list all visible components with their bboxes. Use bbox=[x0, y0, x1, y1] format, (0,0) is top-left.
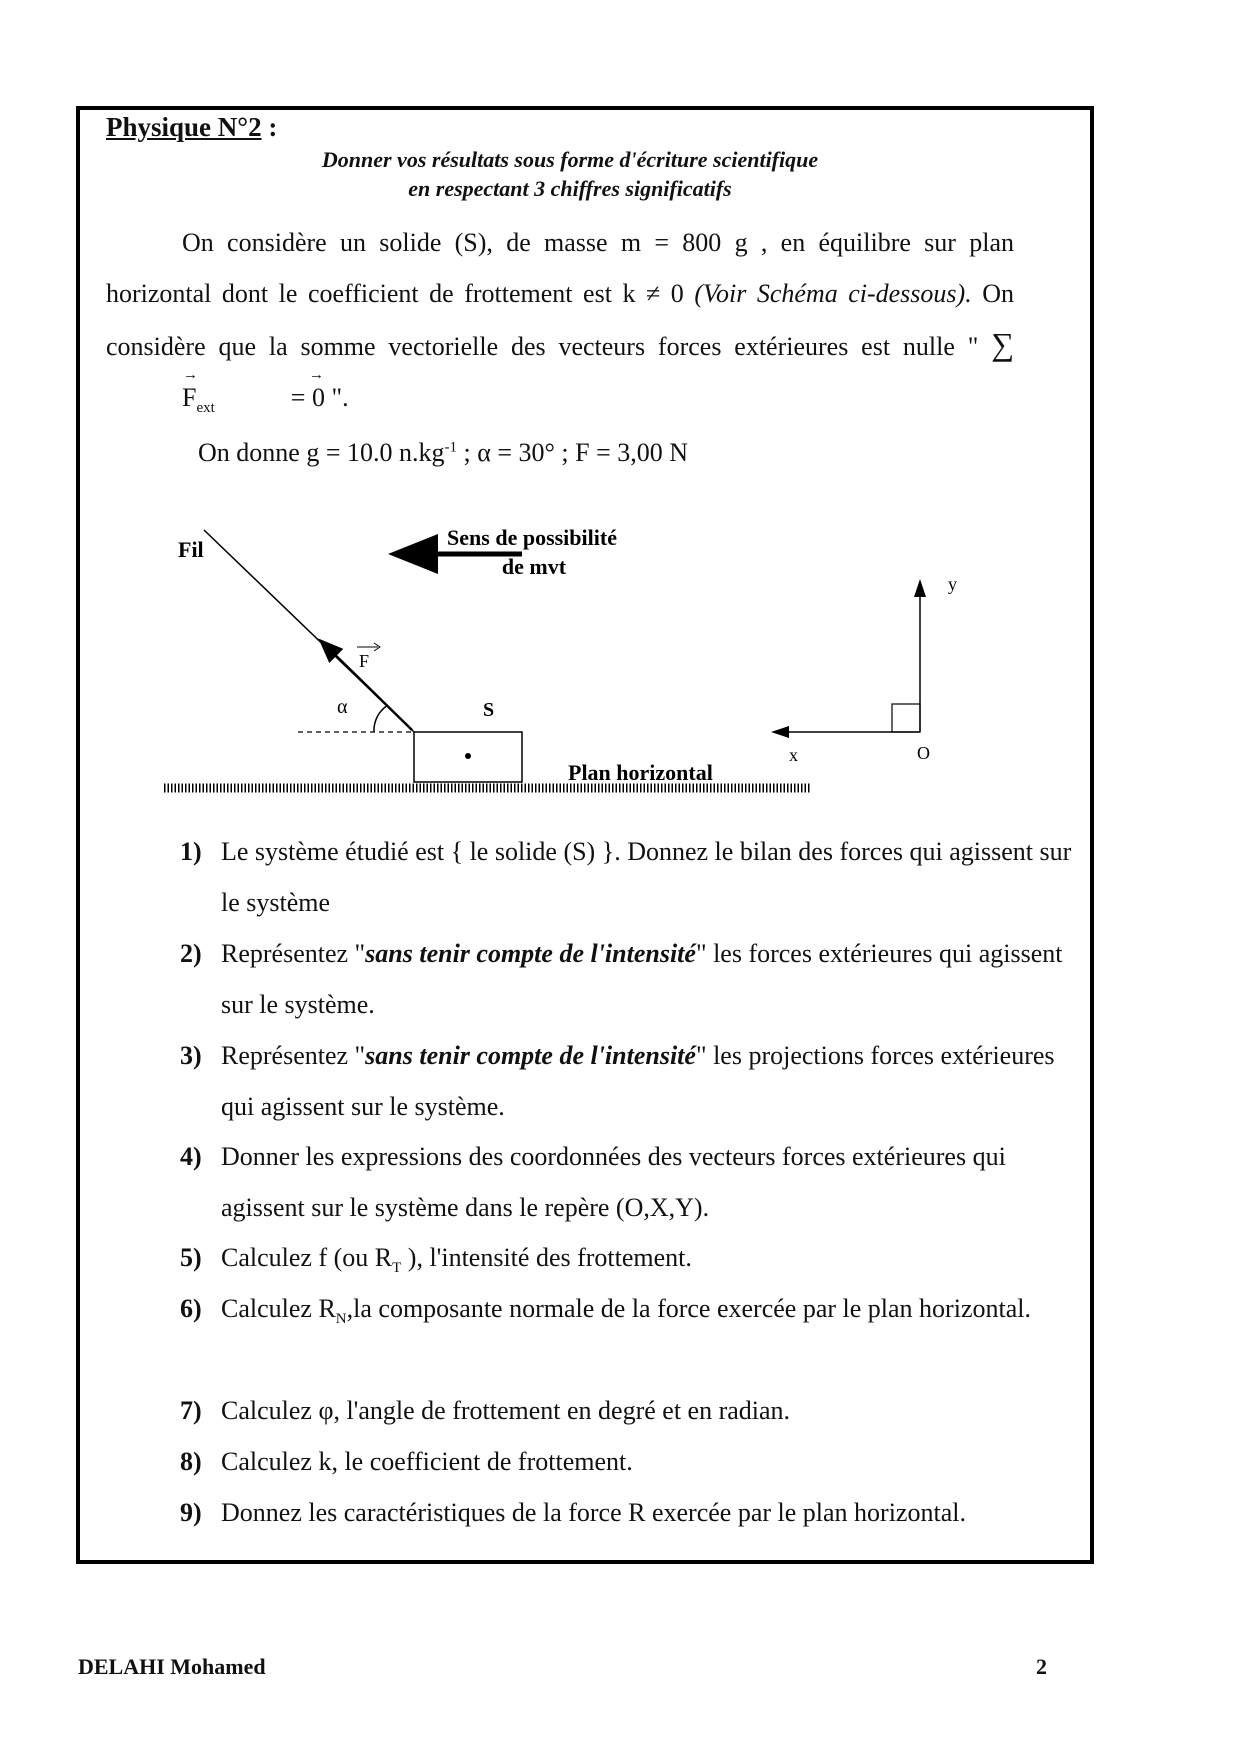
footer-page-number: 2 bbox=[1036, 1654, 1047, 1679]
origin-label: O bbox=[917, 743, 930, 763]
question-7: 7) Calculez φ, l'angle de frottement en degré et en radian. bbox=[180, 1396, 791, 1425]
instruction-line-2: en respectant 3 chiffres significatifs bbox=[408, 176, 732, 201]
intro-paragraph: On considère un solide (S), de masse m = 800 g , en équilibre sur plan horizontal dont le coefficient de frottement est k ≠ 0 (Voir Schéma ci-dessous). On considère que la somme vectorielle des vecteurs forces extérieures est nulle " ∑ → $F_{ext} = 0$ → ". bbox=[106, 228, 1015, 417]
force-f-label: F bbox=[359, 651, 370, 671]
exercise-title: Physique N°2 : bbox=[106, 112, 278, 142]
question-1: 1) Le système étudié est { le solide (S) }. Donnez le bilan des forces qui agissent sur le système bbox=[180, 837, 1072, 917]
question-2: 2) Représentez "sans tenir compte de l'intensité" les forces extérieures qui agissent sur le système. bbox=[180, 939, 1063, 1019]
angle-label: α bbox=[337, 696, 348, 718]
fil-label: Fil bbox=[178, 537, 204, 562]
plane-label: Plan horizontal bbox=[568, 760, 713, 785]
axes-diagram bbox=[770, 570, 970, 770]
x-axis-label: x bbox=[789, 745, 798, 765]
question-5: 5) Calculez f (ou $R_T$ ), l'intensité des frottement. bbox=[180, 1243, 692, 1277]
solid-label: S bbox=[483, 699, 495, 721]
given-values: On donne g = 10.0 $n.kg^{-1}$ ; α = 30° ; F = 3,00 N bbox=[198, 438, 689, 467]
question-4: 4) Donner les expressions des coordonnées des vecteurs forces extérieures qui agissent sur le système dans le repère (O,X,Y). bbox=[180, 1142, 1006, 1222]
y-axis-label: y bbox=[948, 574, 957, 594]
right-angle-mark bbox=[892, 704, 920, 732]
footer-author: DELAHI Mohamed bbox=[78, 1654, 266, 1679]
question-6: 6) Calculez $R_N,la$ composante normale de la force exercée par le plan horizontal. bbox=[180, 1294, 1031, 1328]
force-diagram bbox=[150, 520, 830, 795]
question-8: 8) Calculez k, le coefficient de frottement. bbox=[180, 1447, 633, 1476]
direction-label-1: Sens de possibilité bbox=[447, 525, 617, 550]
angle-arc bbox=[374, 705, 388, 732]
question-9: 9) Donnez les caractéristiques de la force R exercée par le plan horizontal. bbox=[180, 1498, 966, 1527]
direction-label-2: de mvt bbox=[501, 554, 567, 579]
question-3: 3) Représentez "sans tenir compte de l'intensité" les projections forces extérieures qui agissent sur le système. bbox=[180, 1041, 1055, 1121]
center-of-mass-dot bbox=[465, 753, 471, 759]
instruction-line-1: Donner vos résultats sous forme d'écriture scientifique bbox=[321, 147, 819, 172]
